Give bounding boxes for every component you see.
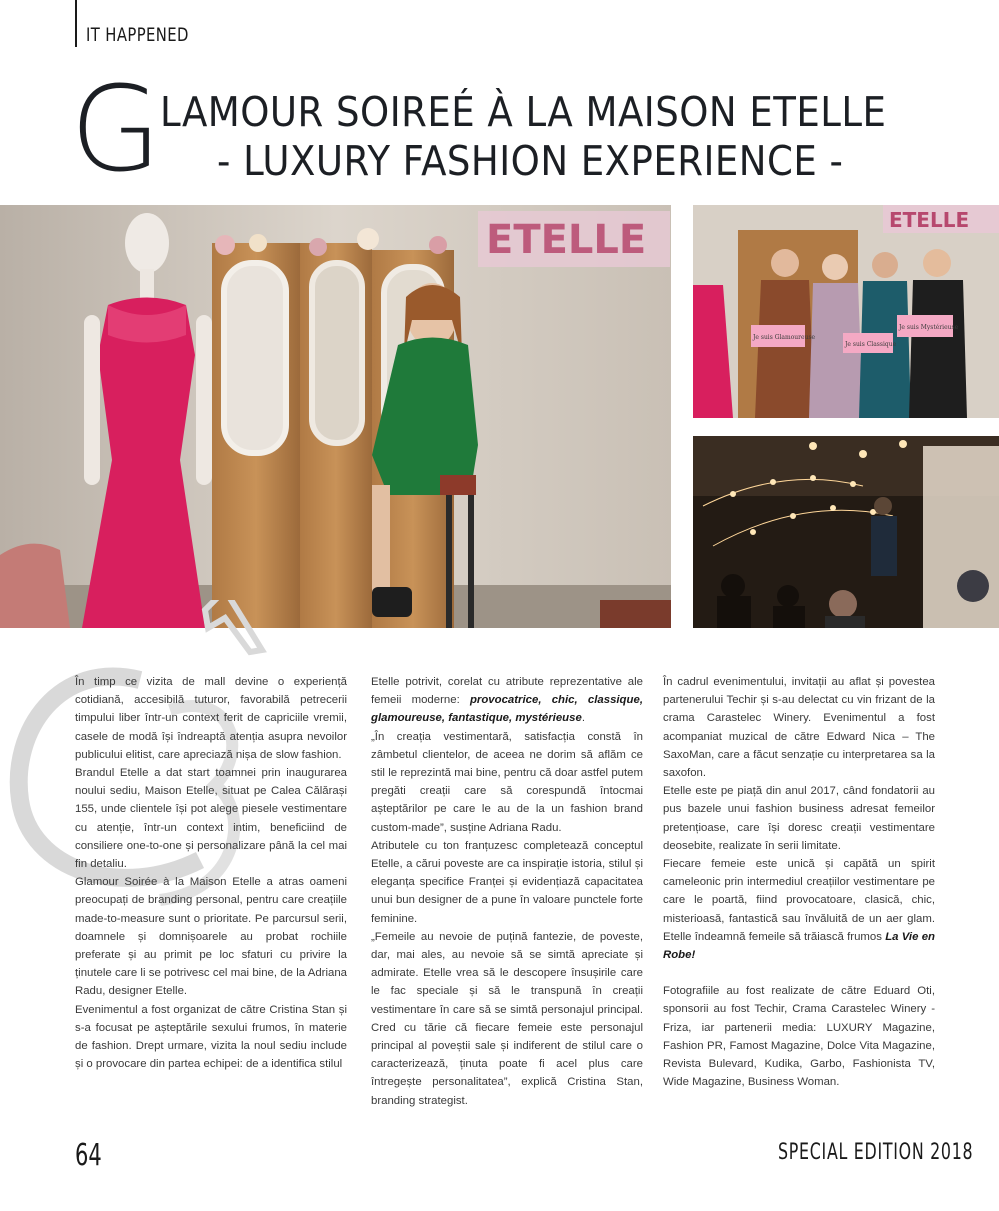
article-headline: [0, 0, 999, 200]
event-photo-guests: [693, 205, 999, 418]
article-column-3: [663, 673, 935, 1091]
col1-paragraph-3: Glamour Soirée à la Maison Etelle a atras oameni preocupați de branding personal, pentru care creațiile made-to-measure sunt o prioritate. Pe parcursul serii, doamnele și domnișoarele au probat rochiile preferate și au primit pe loc sfaturi cu privire la ținutele care li se potrivesc cel mai bine, de la Adriana Radu, designer Etelle.: [75, 876, 347, 998]
headline-drop-cap: G: [70, 60, 162, 198]
col3-paragraph-2: Etelle este pe piață din anul 2017, când fondatorii au pus bazele unui fashion business adresat femeilor pretențioase, care își doresc creații vestimentare deosebite, realizate în serii limitate.: [663, 785, 935, 852]
headline-line-1: LAMOUR SOIREÉ À LA MAISON ETELLE: [160, 88, 887, 136]
boutique-scene-illustration: [0, 205, 671, 628]
guests-group-illustration: [693, 205, 999, 418]
event-photo-main: [0, 205, 671, 628]
article-column-1: [75, 673, 347, 1073]
svg-text:Je suis Mystérieuse: Je suis Mystérieuse: [899, 324, 959, 331]
evening-courtyard-illustration: [693, 436, 999, 628]
article-column-2: [371, 673, 643, 1110]
svg-text:ETELLE: ETELLE: [486, 217, 647, 263]
col2-paragraph-4: „Femeile au nevoie de puțină fantezie, de poveste, dar, mai ales, au nevoie să se simtă apreciate și admirate. Etelle vrea să le descopere însușirile care le fac speciale și să le transpună în creații vestimentare în care să se simtă personajul principal. Cred cu tărie că fiecare femeie este personajul principal al poveștii sale și indiferent de stilul care o caracterizează, ținuta poate fi acel plus care întregește personalitatea”, explică Cristina Stan, branding strategist.: [371, 930, 643, 1107]
col2-p1-text: Etelle potrivit, corelat cu atribute reprezentative ale femeii moderne:: [371, 676, 643, 707]
section-label: IT HAPPENED: [86, 24, 189, 46]
event-photo-evening: [693, 436, 999, 628]
svg-text:Je suis Glamoureuse: Je suis Glamoureuse: [753, 334, 816, 341]
col3-paragraph-3: [663, 855, 935, 964]
col1-paragraph-1: În timp ce vizita de mall devine o experiență cotidiană, accesibilă tuturor, favorabilă petrecerii timpului liber într-un context ferit de capriciile vremii, casele de modă își îndreaptă atenția asupra nevoilor publicului elitist, care apreciază nișa de slow fashion.: [75, 676, 347, 761]
style-attributes-emphasis: provocatrice, chic, classique, glamoureuse, fantastique, mystérieuse: [371, 694, 643, 725]
col3-p3-text: Fiecare femeie este unică și capătă un spirit cameleonic prin intermediul creațiilor vestimentare pe care le poartă, fiind provocatoare, clasică, chic, misterioasă, fantastică sau învăluită de un aer glam. Etelle îndeamnă femeile să trăiască frumos: [663, 858, 935, 943]
la-vie-en-robe-emphasis: La Vie en Robe!: [663, 930, 935, 962]
col2-paragraph-1: [371, 673, 643, 728]
col3-paragraph-4: Fotografiile au fost realizate de către Eduard Oti, sponsorii au fost Techir, Crama Carastelec Winery - Friza, iar partenerii media: LUXURY Magazine, Fashion PR, Famost Magazine, Dolce Vita Magazine, Revista Bulevard, Kudika, Garbo, Fashionista TV, Wide Magazine, Business Woman.: [663, 985, 935, 1089]
headline-line-2: - LUXURY FASHION EXPERIENCE -: [217, 137, 844, 185]
col1-paragraph-2: Brandul Etelle a dat start toamnei prin inaugurarea noului sediu, Maison Etelle, situat pe Calea Călărași 155, unde clientele își pot alege piesele vestimentare cu atenție, într-un context intim, beneficiind de consiliere one-to-one și personalizare până la cel mai fin detaliu.: [75, 767, 347, 871]
page-number: 64: [75, 1138, 102, 1173]
paragraph-gap: [663, 964, 935, 982]
svg-text:ETELLE: ETELLE: [889, 208, 970, 232]
etelle-flower-sign: [478, 211, 670, 267]
col2-paragraph-3: Atributele cu ton franțuzesc completează conceptul Etelle, a cărui poveste are ca inspirație istoria, stilul și eleganța specifice Franței și evidențiază capacitatea unui bun designer de a pune în valoare punctele forte feminine.: [371, 839, 643, 925]
col3-paragraph-1: În cadrul evenimentului, invitații au aflat și povestea partenerului Techir și s-au delectat cu vin frizant de la crama Carastelec Winery. Evenimentul a fost acompaniat muzical de către Edward Nica – The SaxoMan, care a făcut senzație cu interpretarea sa la saxofon.: [663, 676, 935, 780]
col1-paragraph-4: Evenimentul a fost organizat de către Cristina Stan și s-a focusat pe așteptările sexului frumos, în materie de fashion. Drept urmare, vizita la noul sediu include și o provocare din partea echipei: de a identifica stilul: [75, 1003, 347, 1071]
svg-text:Je suis Classique: Je suis Classique: [845, 341, 897, 348]
col2-paragraph-2: „În creația vestimentară, satisfacția constă în zâmbetul clientelor, de aceea ne dorim să aflăm ce stil le reprezintă mai bine, pentru că doar astfel putem pregăti creații care să corespundă întocmai așteptărilor pe care le au de la un fashion brand custom-made”, susține Adriana Radu.: [371, 730, 643, 834]
col2-p1-end: .: [581, 712, 585, 725]
edition-label: SPECIAL EDITION 2018: [778, 1140, 974, 1165]
decor-rock: [0, 544, 70, 628]
